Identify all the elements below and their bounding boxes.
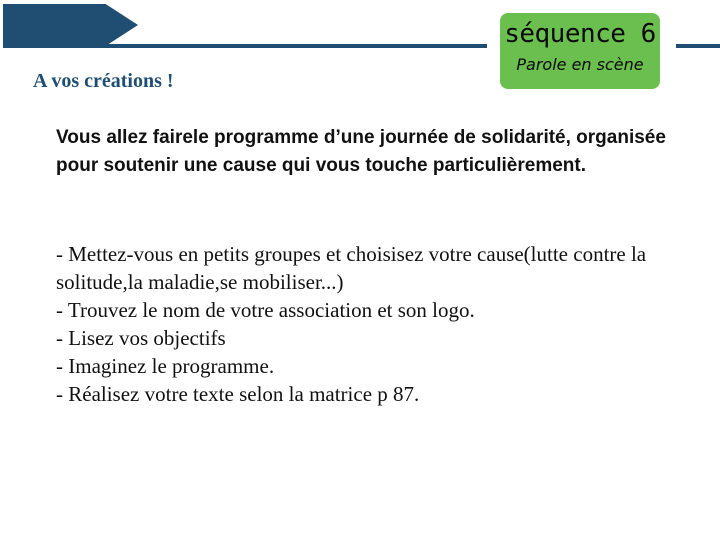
intro-paragraph: Vous allez fairele programme d’une journée de solidarité, organisée pour soutenir une cause qui vous touche particulièrement.	[56, 127, 666, 176]
badge-title: séquence 6	[504, 19, 656, 49]
task-item: - Lisez vos objectifs	[56, 326, 226, 350]
header-rule-left	[3, 44, 487, 48]
task-item: - Mettez-vous en petits groupes et choisisez votre cause(lutte contre la solitude,la maladie,se mobiliser...)	[56, 242, 647, 294]
task-list	[56, 240, 686, 408]
header-rule-right	[676, 44, 720, 48]
badge-subtitle: Parole en scène	[516, 55, 644, 74]
section-title: A vos créations !	[33, 70, 174, 92]
task-item: - Réalisez votre texte selon la matrice p 87.	[56, 382, 420, 406]
task-item: - Imaginez le programme.	[56, 354, 275, 378]
task-item: - Trouvez le nom de votre association et son logo.	[56, 298, 475, 322]
header-arrow-shape	[3, 4, 138, 46]
sequence-badge	[500, 13, 660, 89]
